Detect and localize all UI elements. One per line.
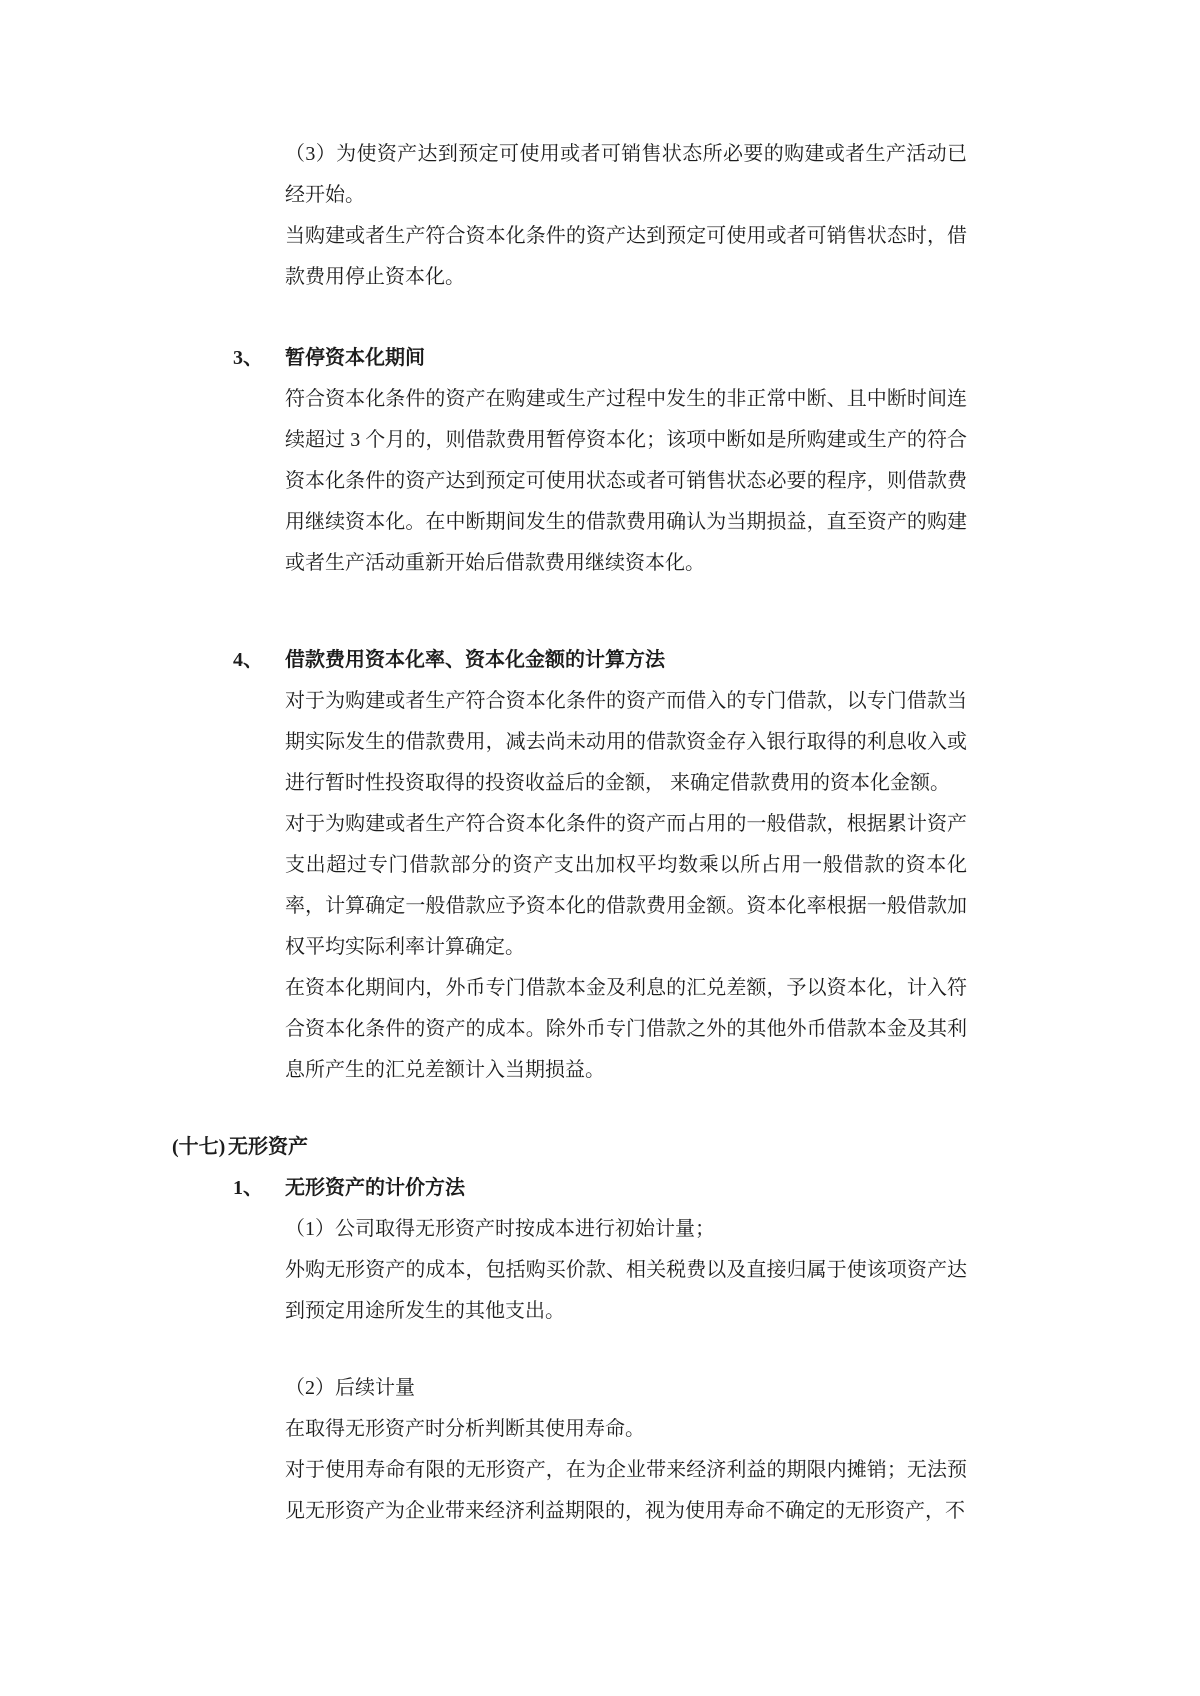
paragraph: 在资本化期间内，外币专门借款本金及利息的汇兑差额，予以资本化，计入符合资本化条件的资产的成本。除外币专门借款之外的其他外币借款本金及其利息所产生的汇兑差额计入当期损益。	[285, 977, 967, 1081]
chapter-title: 无形资产	[228, 1136, 308, 1158]
paragraph: 对于为购建或者生产符合资本化条件的资产而借入的专门借款，以专门借款当期实际发生的借款费用，减去尚未动用的借款资金存入银行取得的利息收入或进行暂时性投资取得的投资收益后的金额， 来确定借款费用的资本化金额。	[285, 690, 967, 794]
paragraph: 对于使用寿命有限的无形资产，在为企业带来经济利益的期限内摊销；无法预见无形资产为企业带来经济利益期限的，视为使用寿命不确定的无形资产，不	[285, 1459, 967, 1522]
paragraph: （3）为使资产达到预定可使用或者可销售状态所必要的购建或者生产活动已经开始。	[285, 143, 967, 206]
section-heading-4	[233, 640, 1200, 681]
paragraph: （1）公司取得无形资产时按成本进行初始计量；	[285, 1218, 715, 1240]
paragraph: 对于为购建或者生产符合资本化条件的资产而占用的一般借款，根据累计资产支出超过专门借款部分的资产支出加权平均数乘以所占用一般借款的资本化率，计算确定一般借款应予资本化的借款费用金额。资本化率根据一般借款加权平均实际利率计算确定。	[285, 813, 967, 958]
chapter-number: (十七)	[172, 1136, 226, 1158]
paragraph: 外购无形资产的成本，包括购买价款、相关税费以及直接归属于使该项资产达到预定用途所发生的其他支出。	[285, 1259, 967, 1322]
section-heading-3	[233, 338, 1200, 379]
subsection-heading-1	[233, 1168, 1200, 1209]
subsection-title: 无形资产的计价方法	[285, 1177, 465, 1199]
section-number: 3、	[233, 347, 263, 369]
section-number: 4、	[233, 649, 263, 671]
paragraph: 符合资本化条件的资产在购建或生产过程中发生的非正常中断、且中断时间连续超过 3 个月的，则借款费用暂停资本化；该项中断如是所购建或生产的符合资本化条件的资产达到预定可使用状态或者可销售状态必要的程序，则借款费用继续资本化。在中断期间发生的借款费用确认为当期损益，直至资产的购建或者生产活动重新开始后借款费用继续资本化。	[285, 388, 967, 574]
section-title: 借款费用资本化率、资本化金额的计算方法	[285, 649, 665, 671]
paragraph: （2）后续计量	[285, 1377, 415, 1399]
section-title: 暂停资本化期间	[285, 347, 425, 369]
subsection-number: 1、	[233, 1177, 263, 1199]
chapter-heading	[172, 1127, 1200, 1168]
paragraph: 在取得无形资产时分析判断其使用寿命。	[285, 1418, 645, 1440]
paragraph: 当购建或者生产符合资本化条件的资产达到预定可使用或者可销售状态时，借款费用停止资本化。	[285, 225, 967, 288]
